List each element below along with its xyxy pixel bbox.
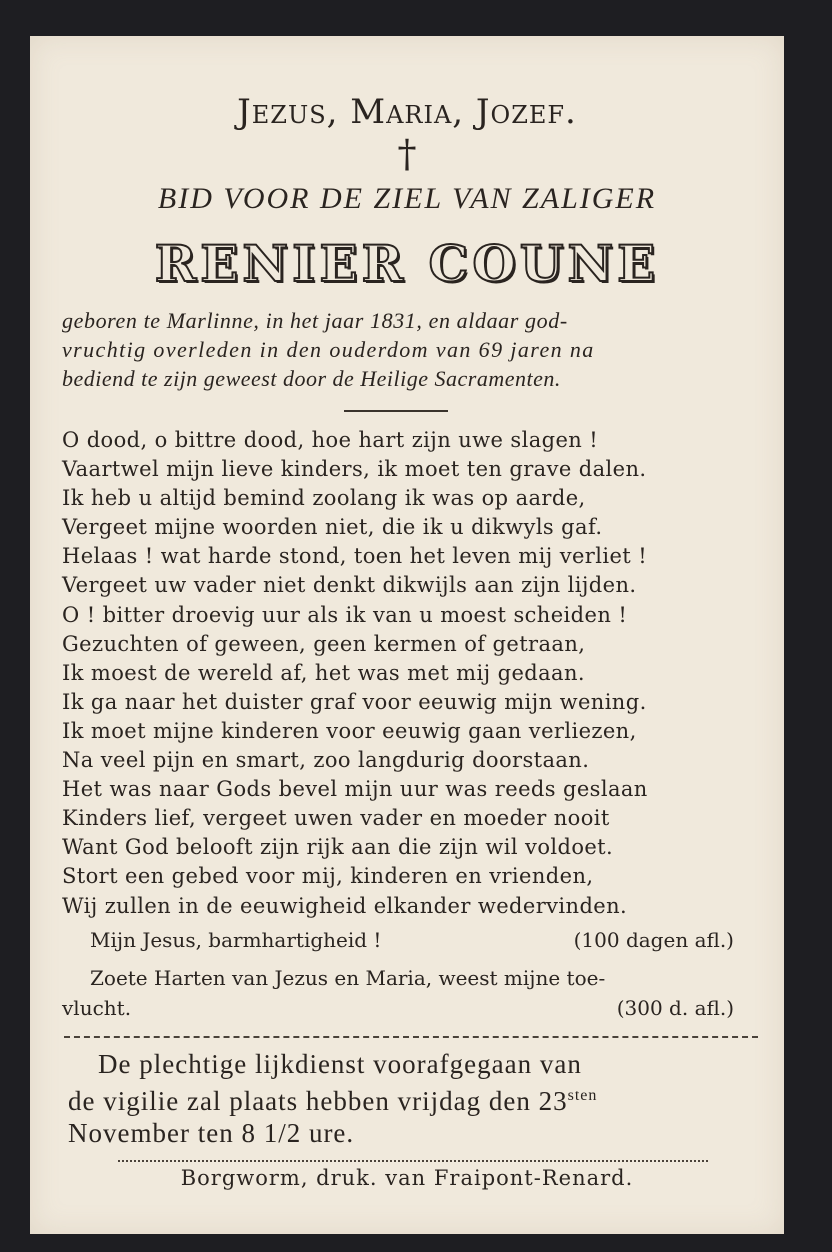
funeral-line: de vigilie zal plaats hebben vrijdag den $23^{sten}$ — [68, 1086, 598, 1116]
memorial-card — [30, 36, 784, 1234]
indulgence-prayer: Zoete Harten van Jezus en Maria, weest mijne toe- — [90, 966, 606, 990]
poem-line: Vergeet mijne woorden niet, die ik u dikwyls gaf. — [62, 515, 603, 540]
funeral-line: November ten 8 1/2 ure. — [68, 1118, 355, 1148]
invocation-heading: Jezus, Maria, Jozef. — [237, 92, 577, 132]
bio-line: bediend te zijn geweest door de Heilige Sacramenten. — [62, 366, 561, 391]
indulgence-days: (100 dagen afl.) — [573, 928, 734, 952]
divider — [344, 410, 448, 412]
indulgence-days: (300 d. afl.) — [616, 996, 734, 1020]
poem-line: Helaas ! wat harde stond, toen het leven mij verliet ! — [62, 544, 648, 569]
indulgence-2-cont — [62, 996, 734, 1020]
poem-line: Stort een gebed voor mij, kinderen en vrienden, — [62, 864, 594, 889]
funeral-line: De plechtige lijkdienst voorafgegaan van — [98, 1049, 582, 1079]
printer-imprint: Borgworm, druk. van Fraipont-Renard. — [180, 1166, 634, 1190]
biography — [62, 306, 752, 393]
dotted-divider — [118, 1160, 708, 1162]
poem-line: Kinders lief, vergeet uwen vader en moeder nooit — [62, 806, 610, 831]
poem-line: Het was naar Gods bevel mijn uur was reeds geslaan — [62, 777, 648, 802]
poem-line: Vergeet uw vader niet denkt dikwijls aan zijn lijden. — [62, 573, 637, 598]
funeral-notice — [68, 1048, 758, 1149]
poem-line: Ik moest de wereld af, het was met mij gedaan. — [62, 660, 585, 685]
cross-icon: † — [397, 132, 417, 176]
poem-line: Wij zullen in de eeuwigheid elkander wedervinden. — [62, 893, 628, 918]
dashed-divider — [64, 1036, 758, 1038]
indulgence-prayer: vlucht. — [62, 996, 132, 1020]
indulgence-2 — [90, 966, 734, 990]
poem — [62, 426, 762, 921]
deceased-name: RENIER COUNE — [154, 234, 660, 293]
poem-line: Na veel pijn en smart, zoo langdurig doorstaan. — [62, 748, 590, 773]
prayer-line: BID VOOR DE ZIEL VAN ZALIGER — [157, 182, 657, 215]
poem-line: Want God belooft zijn rijk aan die zijn wil voldoet. — [62, 835, 614, 860]
bio-line: geboren te Marlinne, in het jaar 1831, en aldaar god- — [62, 308, 568, 333]
poem-line: Gezuchten of geween, geen kermen of getraan, — [62, 631, 586, 656]
poem-line: Ik moet mijne kinderen voor eeuwig gaan verliezen, — [62, 718, 637, 743]
poem-line: O dood, o bittre dood, hoe hart zijn uwe slagen ! — [62, 428, 599, 452]
poem-line: Vaartwel mijn lieve kinders, ik moet ten grave dalen. — [62, 457, 647, 482]
bio-line: vruchtig overleden in den ouderdom van 69 jaren na — [62, 337, 595, 362]
indulgence-prayer: Mijn Jesus, barmhartigheid ! — [90, 928, 382, 952]
poem-line: Ik heb u altijd bemind zoolang ik was op aarde, — [62, 486, 586, 511]
poem-line: Ik ga naar het duister graf voor eeuwig mijn wening. — [62, 689, 647, 714]
poem-line: O ! bitter droevig uur als ik van u moest scheiden ! — [62, 602, 628, 627]
indulgence-1 — [90, 928, 734, 952]
